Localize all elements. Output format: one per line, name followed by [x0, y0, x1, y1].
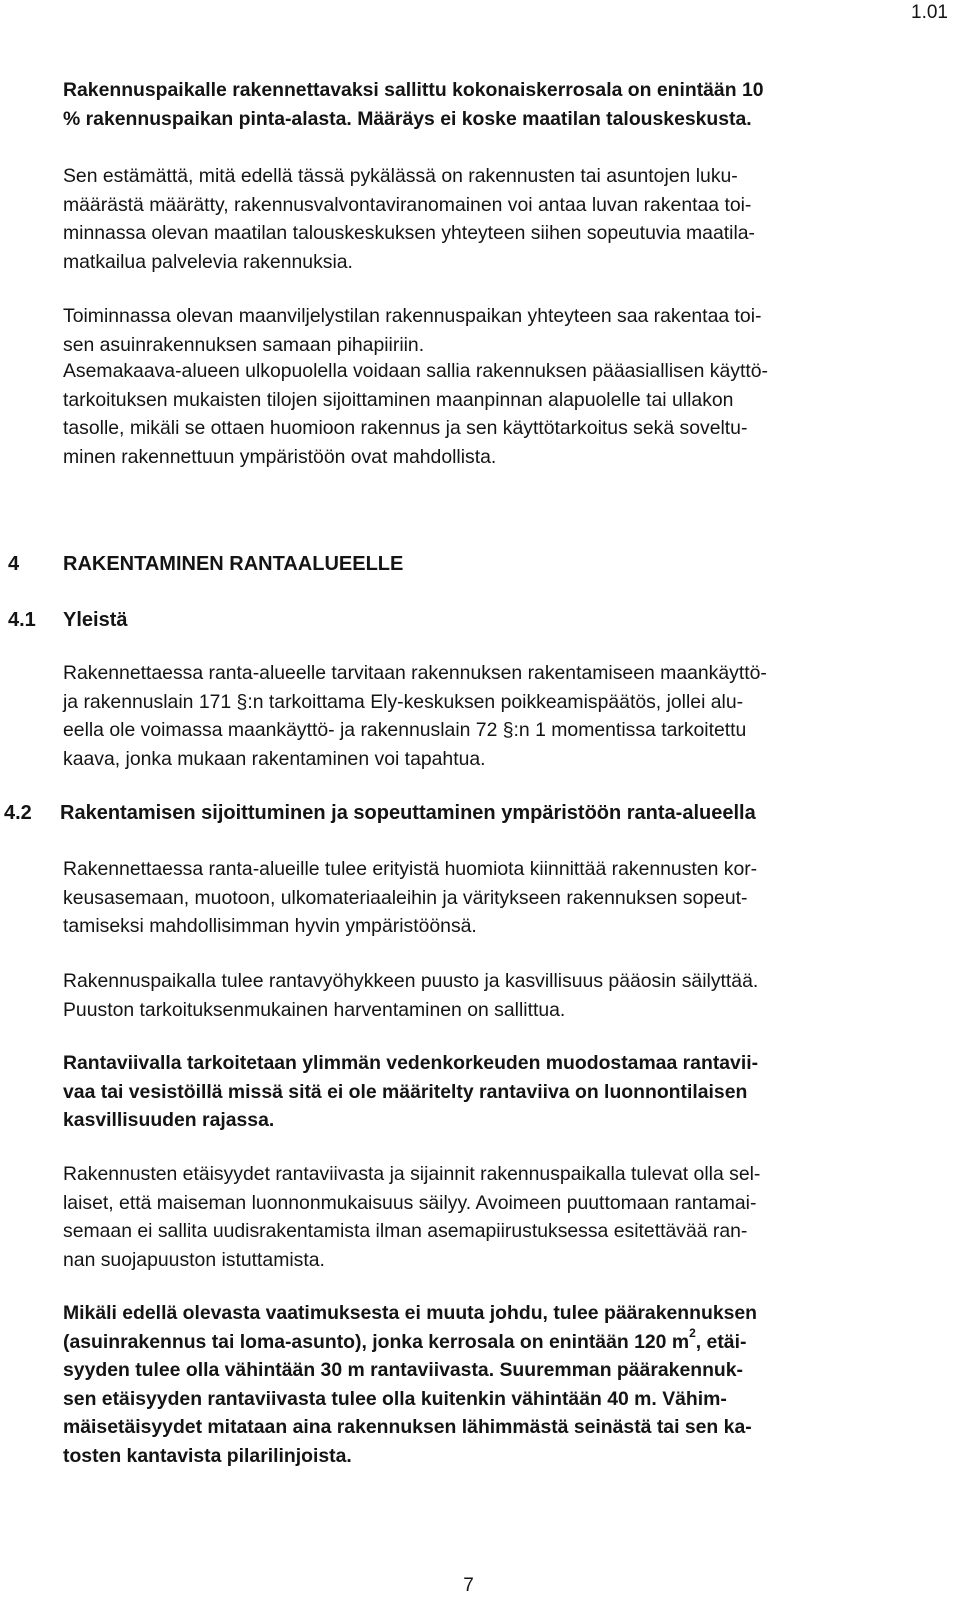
paragraph-minimum-distance [63, 1299, 931, 1470]
section-number: 4.1 [8, 609, 36, 631]
text-segment: , etäi- [695, 1330, 747, 1353]
text-line: sen etäisyyden rantaviivasta tulee olla kuitenkin vähintään 40 m. Vähim- [63, 1387, 727, 1410]
text-line: Toiminnassa olevan maanviljelystilan rakennuspaikan yhteyteen saa rakentaa toi- [63, 305, 762, 327]
text-line [63, 1328, 931, 1357]
text-line: eella ole voimassa maankäyttö- ja rakennuslain 72 §:n 1 momentissa tarkoitettu [63, 719, 747, 741]
text-line: syyden tulee olla vähintään 30 m rantaviivasta. Suuremman päärakennuk- [63, 1359, 744, 1381]
paragraph-second-dwelling [63, 302, 931, 359]
text-line: Rakennuspaikalle rakennettavaksi sallittu kokonaiskerrosala on enintään 10 [63, 79, 764, 101]
text-line: Rakennettaessa ranta-alueille tulee erityistä huomiota kiinnittää rakennusten kor- [63, 858, 758, 880]
text-line: mäisetäisyydet mitataan aina rakennuksen lähimmästä seinästä tai sen ka- [63, 1416, 752, 1438]
page-number: 7 [463, 1575, 474, 1596]
paragraph-max-floor-area [63, 76, 931, 133]
text-line: Rakennusten etäisyydet rantaviivasta ja sijainnit rakennuspaikalla tulevat olla sel- [63, 1163, 761, 1185]
paragraph-shore-permit [63, 659, 931, 773]
text-line: keusasemaan, muotoon, ulkomateriaaleihin ja väritykseen rakennuksen sopeut- [63, 886, 748, 909]
paragraph-farm-tourism [63, 162, 931, 276]
text-line: vaa tai vesistöillä missä sitä ei ole määritelty rantaviiva on luonnontilaisen [63, 1080, 748, 1103]
page-reference: 1.01 [911, 2, 948, 23]
superscript: 2 [689, 1326, 696, 1341]
section-number: 4.2 [4, 802, 32, 824]
paragraph-shoreline-definition [63, 1049, 931, 1135]
text-line: nan suojapuuston istuttamista. [63, 1248, 325, 1271]
text-line: Rakennuspaikalla tulee rantavyöhykkeen puusto ja kasvillisuus pääosin säilyttää. [63, 970, 759, 992]
text-line: minen rakennettuun ympäristöön ovat mahdollista. [63, 445, 497, 468]
text-line: tarkoituksen mukaisten tilojen sijoittaminen maanpinnan alapuolelle tai ullakon [63, 388, 734, 411]
text-line: määrästä määrätty, rakennusvalvontaviranomainen voi antaa luvan rakentaa toi- [63, 193, 752, 216]
section-title: RAKENTAMINEN RANTAALUEELLE [63, 553, 404, 575]
text-line: kasvillisuuden rajassa. [63, 1109, 275, 1131]
paragraph-shore-appearance [63, 855, 931, 941]
text-segment: (asuinrakennus tai loma-asunto), jonka kerrosala on enintään 120 m [63, 1330, 690, 1353]
text-line: kaava, jonka mukaan rakentaminen voi tapahtua. [63, 747, 486, 770]
paragraph-vegetation [63, 967, 931, 1024]
text-line: tamiseksi mahdollisimman hyvin ympäristöönsä. [63, 915, 477, 937]
text-line: sen asuinrakennuksen samaan pihapiiriin. [63, 333, 425, 356]
text-line: semaan ei sallita uudisrakentamista ilman asemapiirustuksessa esitettävää ran- [63, 1220, 748, 1242]
text-line: Asemakaava-alueen ulkopuolella voidaan sallia rakennuksen pääasiallisen käyttö- [63, 360, 768, 382]
text-line: Sen estämättä, mitä edellä tässä pykälässä on rakennusten tai asuntojen luku- [63, 165, 738, 187]
paragraph-building-distances [63, 1160, 931, 1274]
section-title: Yleistä [63, 609, 128, 631]
text-line: tosten kantavista pilarilinjoista. [63, 1444, 352, 1467]
text-line: tasolle, mikäli se ottaen huomioon rakennus ja sen käyttötarkoitus sekä soveltu- [63, 417, 748, 439]
text-line: matkailua palvelevia rakennuksia. [63, 250, 353, 273]
text-line: ja rakennuslain 171 §:n tarkoittama Ely-keskuksen poikkeamispäätös, jollei alu- [63, 690, 744, 713]
text-line: Rantaviivalla tarkoitetaan ylimmän vedenkorkeuden muodostamaa rantavii- [63, 1052, 759, 1074]
text-line: Puuston tarkoituksenmukainen harventaminen on sallittua. [63, 998, 566, 1021]
text-line: % rakennuspaikan pinta-alasta. Määräys ei koske maatilan talouskeskusta. [63, 107, 752, 130]
text-line: Rakennettaessa ranta-alueelle tarvitaan rakennuksen rakentamiseen maankäyttö- [63, 662, 767, 684]
paragraph-underground-attic [63, 357, 931, 471]
text-line: Mikäli edellä olevasta vaatimuksesta ei muuta johdu, tulee päärakennuksen [63, 1302, 758, 1324]
section-title: Rakentamisen sijoittuminen ja sopeuttaminen ympäristöön ranta-alueella [60, 802, 756, 824]
section-number: 4 [8, 553, 20, 575]
text-line: laiset, että maiseman luonnonmukaisuus säilyy. Avoimeen puuttomaan rantamai- [63, 1191, 757, 1214]
text-line: minnassa olevan maatilan talouskeskuksen yhteyteen siihen sopeutuvia maatila- [63, 222, 755, 244]
